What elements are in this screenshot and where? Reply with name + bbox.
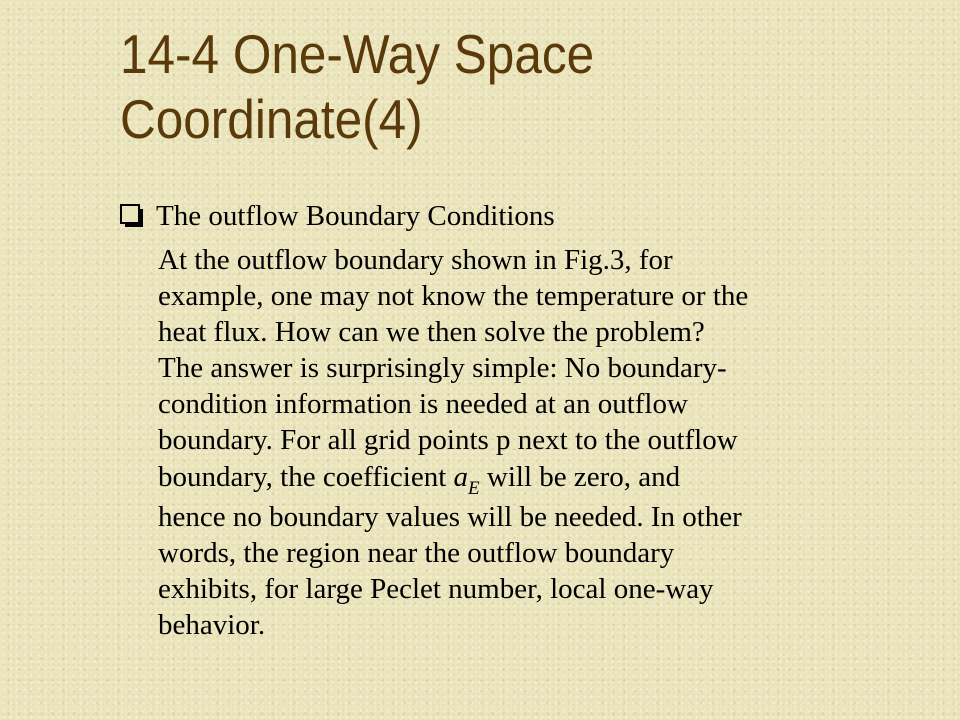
body-line: condition information is needed at an outflow [158, 388, 688, 421]
body-line: exhibits, for large Peclet number, local one-way [158, 572, 714, 605]
body-line: heat flux. How can we then solve the problem? [158, 316, 705, 349]
body-text-fragment: boundary, the coefficient [158, 460, 454, 493]
coefficient-subscript: E [468, 477, 480, 499]
slide-title [120, 22, 840, 152]
bullet-heading: The outflow Boundary Conditions [156, 199, 555, 232]
body-line-with-math [158, 459, 938, 499]
body-text-fragment: will be zero, and [479, 460, 681, 493]
checkbox-icon [120, 204, 144, 228]
body-line: words, the region near the outflow boundary [158, 536, 675, 569]
coefficient-symbol: a [453, 460, 469, 493]
slide-title-line-1: 14-4 One-Way Space [120, 23, 595, 85]
slide-title-line-2: Coordinate(4) [120, 88, 423, 150]
body-line: The answer is surprisingly simple: No boundary- [158, 352, 727, 385]
body-paragraph [158, 242, 938, 643]
body-line: hence no boundary values will be needed. In other [158, 500, 742, 533]
body-line: behavior. [158, 608, 266, 641]
body-line: example, one may not know the temperature or the [158, 280, 749, 313]
body-line: boundary. For all grid points p next to the outflow [158, 424, 738, 457]
body-line: At the outflow boundary shown in Fig.3, for [158, 244, 673, 276]
bullet-item [120, 196, 555, 236]
